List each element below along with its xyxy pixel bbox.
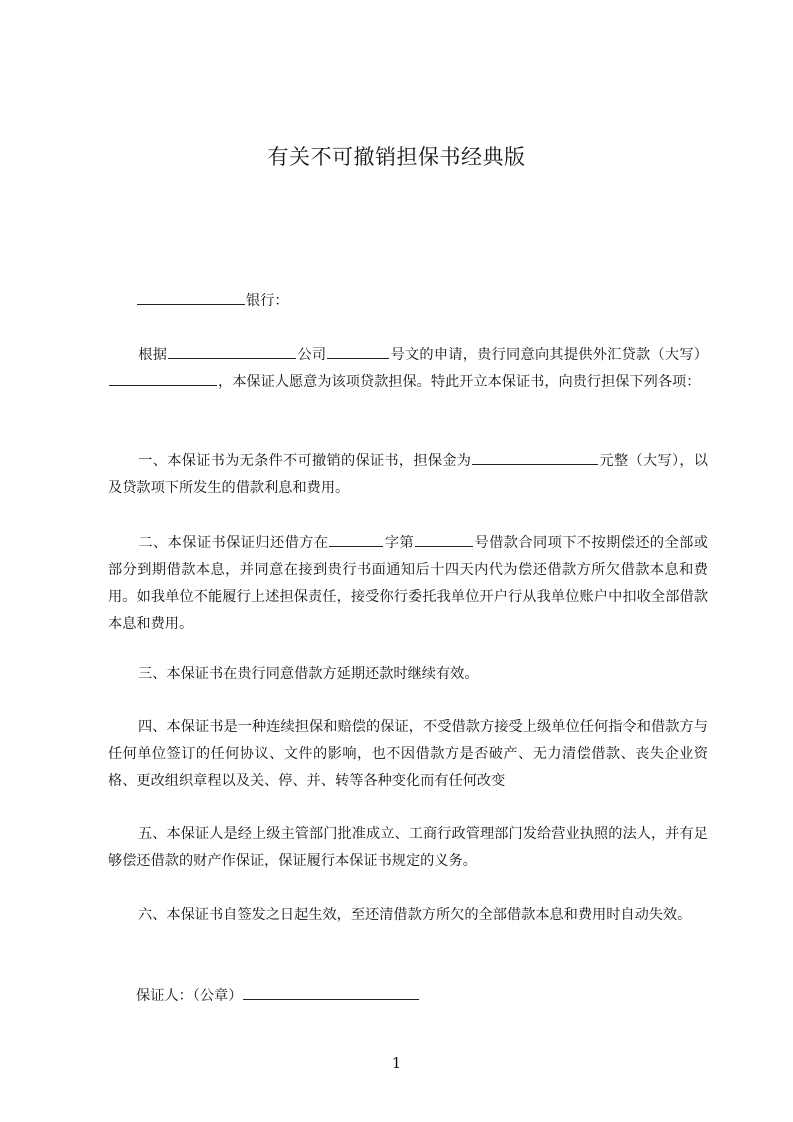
contract-prefix-blank xyxy=(329,532,383,547)
intro-text-c: 号文的申请，贵行同意向其提供外汇贷款（大写） xyxy=(390,347,708,363)
bank-name-blank xyxy=(137,290,245,305)
guarantee-amount-blank xyxy=(472,450,598,465)
clause-4 xyxy=(108,714,708,795)
clause-1-text-a: 一、本保证书为无条件不可撤销的保证书，担保金为 xyxy=(138,453,472,469)
intro-text-b: 公司 xyxy=(297,347,327,363)
clause-1 xyxy=(108,448,708,502)
clause-3 xyxy=(108,661,708,688)
page-number: 1 xyxy=(391,1054,402,1072)
clause-6-text: 六、本保证书自签发之日起生效，至还清借款方所欠的全部借款本息和费用时自动失效。 xyxy=(138,907,692,923)
clause-2-text-b: 字第 xyxy=(384,535,415,551)
clause-4-text: 四、本保证书是一种连续担保和赔偿的保证，不受借款方接受上级单位任何指令和借款方与任何单位签订的任何协议、文件的影响，也不因借款方是否破产、无力清偿借款、丧失企业资格、更改组织章程以及关、停、并、转等各种变化而有任何改变 xyxy=(108,719,708,789)
signature-line xyxy=(136,983,736,1010)
company-blank xyxy=(168,344,296,359)
clause-5-text: 五、本保证人是经上级主管部门批准成立、工商行政管理部门发给营业执照的法人，并有足够偿还借款的财产作保证，保证履行本保证书规定的义务。 xyxy=(108,826,708,869)
intro-text-d: ，本保证人愿意为该项贷款担保。特此开立本保证书，向贵行担保下列各项： xyxy=(218,374,701,390)
document-number-blank xyxy=(327,344,389,359)
signature-blank xyxy=(243,985,419,1000)
intro-text-a: 根据 xyxy=(138,347,168,363)
document-title: 有关不可撤销担保书经典版 xyxy=(267,145,526,169)
loan-amount-blank xyxy=(109,371,217,386)
signature-label: 保证人：（公章） xyxy=(136,988,243,1004)
contract-number-blank xyxy=(415,532,473,547)
clause-1-text-b: 元整（大写），以及贷款项下所发生的借款利息和费用。 xyxy=(108,453,708,496)
clause-2-text-c: 号借款合同项下不按期偿还的全部或部分到期借款本息，并同意在接到贵行书面通知后十四天内代为偿还借款方所欠借款本息和费用。如我单位不能履行上述担保责任，接受你行委托我单位开户行从我单位账户中扣收全部借款本息和费用。 xyxy=(108,535,708,632)
clause-2 xyxy=(108,530,708,638)
addressee-line xyxy=(136,288,736,315)
clause-5 xyxy=(108,821,708,875)
clause-3-text: 三、本保证书在贵行同意借款方延期还款时继续有效。 xyxy=(138,666,479,682)
addressee-suffix: 银行： xyxy=(246,293,289,309)
paragraph-intro xyxy=(108,342,708,396)
clause-6 xyxy=(108,902,708,929)
clause-2-text-a: 二、本保证书保证归还借方在 xyxy=(138,535,329,551)
